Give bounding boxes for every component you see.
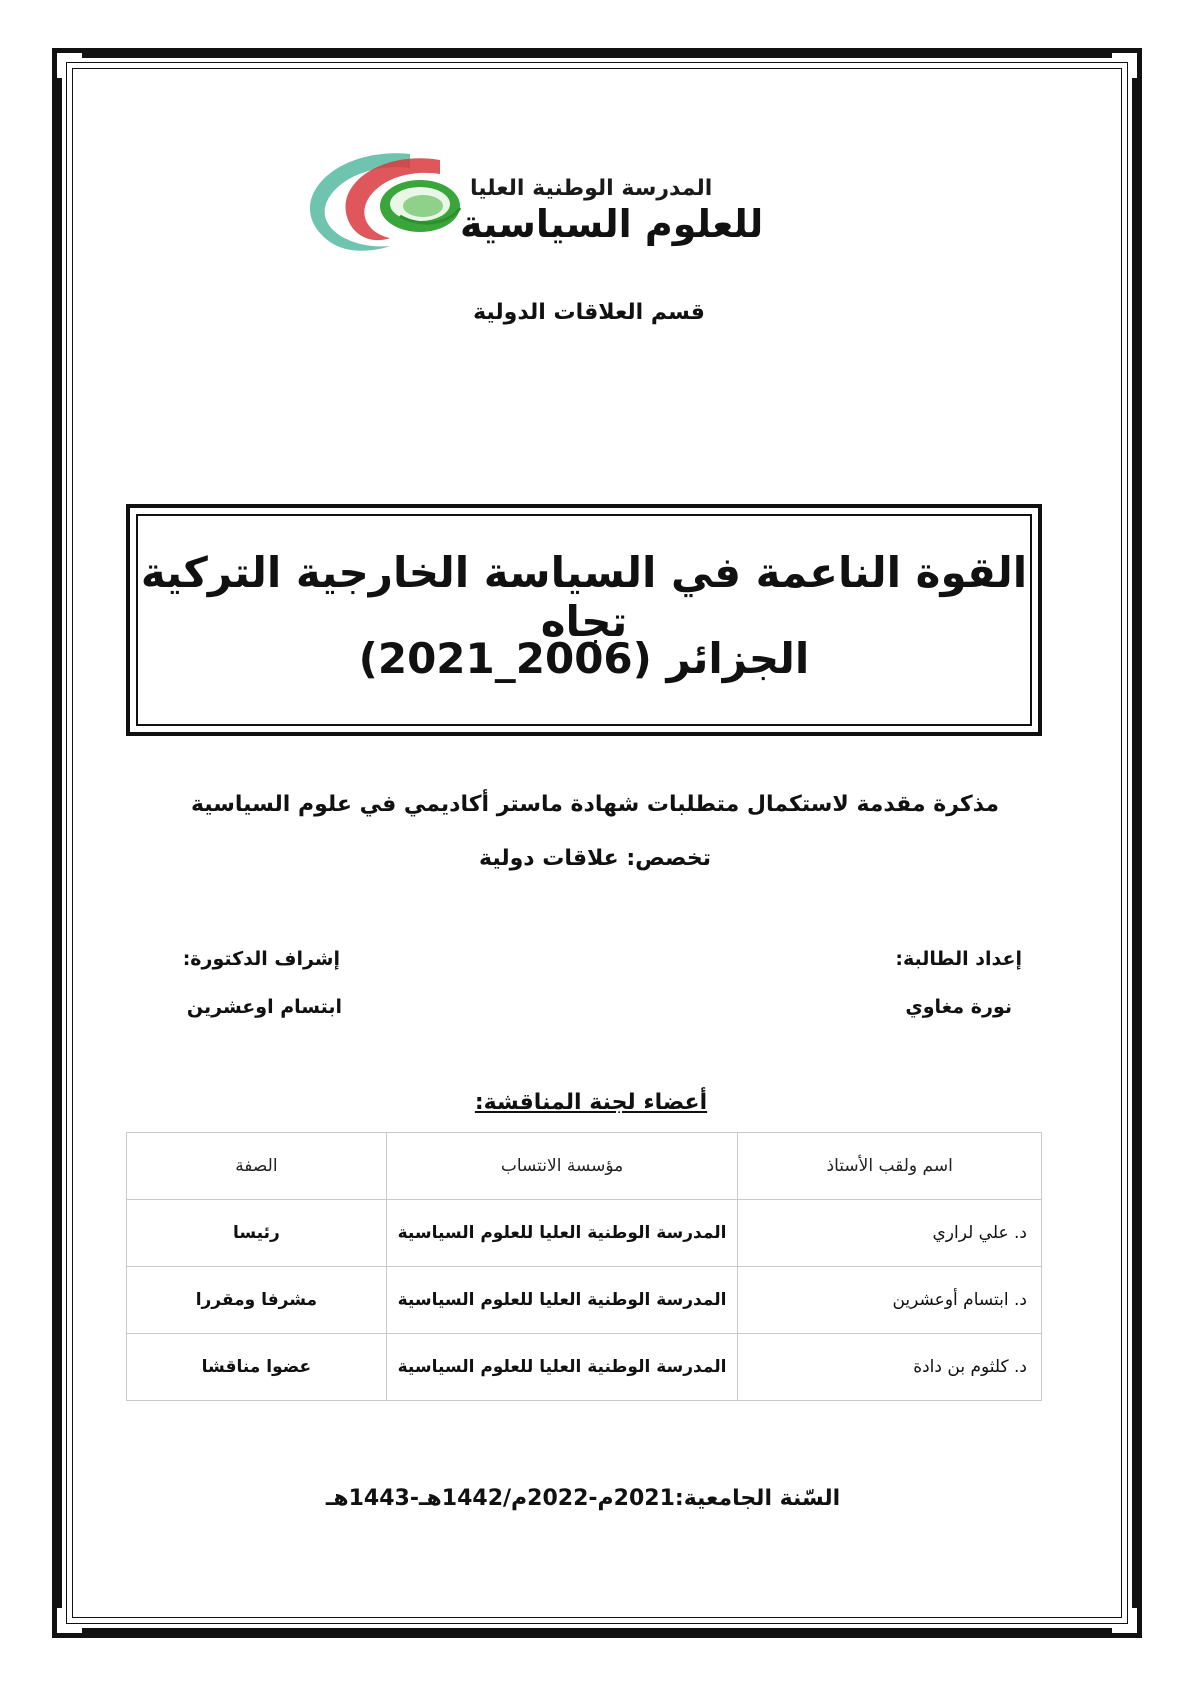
academic-year: السّنة الجامعية:2021م-2022م/1442هـ-1443هـ [325, 1486, 841, 1511]
supervisor-name: ابتسام اوعشرين [186, 996, 342, 1018]
affiliation: المدرسة الوطنية العليا للعلوم السياسية [386, 1267, 738, 1334]
prepared-by-label: إعداد الطالبة: [895, 948, 1022, 970]
table-row [127, 1267, 1042, 1334]
header-role: الصفة [127, 1133, 387, 1200]
student-name: نورة مغاوي [905, 996, 1012, 1018]
specialization: تخصص: علاقات دولية [479, 846, 711, 871]
header-affiliation: مؤسسة الانتساب [386, 1133, 738, 1200]
affiliation: المدرسة الوطنية العليا للعلوم السياسية [386, 1334, 738, 1401]
thesis-title-box [126, 504, 1042, 736]
logo-text-line1: المدرسة الوطنية العليا [470, 176, 713, 201]
border-top [82, 48, 1112, 58]
school-logo [290, 146, 850, 266]
role: رئيسا [127, 1200, 387, 1267]
affiliation: المدرسة الوطنية العليا للعلوم السياسية [386, 1200, 738, 1267]
committee-title: أعضاء لجنة المناقشة: [474, 1090, 708, 1115]
table-row [127, 1200, 1042, 1267]
thesis-title-line1: القوة الناعمة في السياسة الخارجية التركية تجاه [140, 548, 1028, 646]
table-header-row [127, 1133, 1042, 1200]
professor-name: د. علي لراري [738, 1200, 1042, 1267]
role: مشرفا ومقررا [127, 1267, 387, 1334]
department-name: قسم العلاقات الدولية [473, 300, 705, 325]
supervisor-label: إشراف الدكتورة: [182, 948, 340, 970]
committee-table [126, 1132, 1042, 1401]
professor-name: د. ابتسام أوعشرين [738, 1267, 1042, 1334]
professor-name: د. كلثوم بن دادة [738, 1334, 1042, 1401]
role: عضوا مناقشا [127, 1334, 387, 1401]
thesis-title-line2: الجزائر (2006_2021) [358, 634, 810, 683]
logo-text-line2: للعلوم السياسية [460, 202, 764, 246]
border-bottom [82, 1628, 1112, 1638]
header-professor-name: اسم ولقب الأستاذ [738, 1133, 1042, 1200]
table-row [127, 1334, 1042, 1401]
memo-description: مذكرة مقدمة لاستكمال متطلبات شهادة ماستر أكاديمي في علوم السياسية [190, 792, 1000, 817]
